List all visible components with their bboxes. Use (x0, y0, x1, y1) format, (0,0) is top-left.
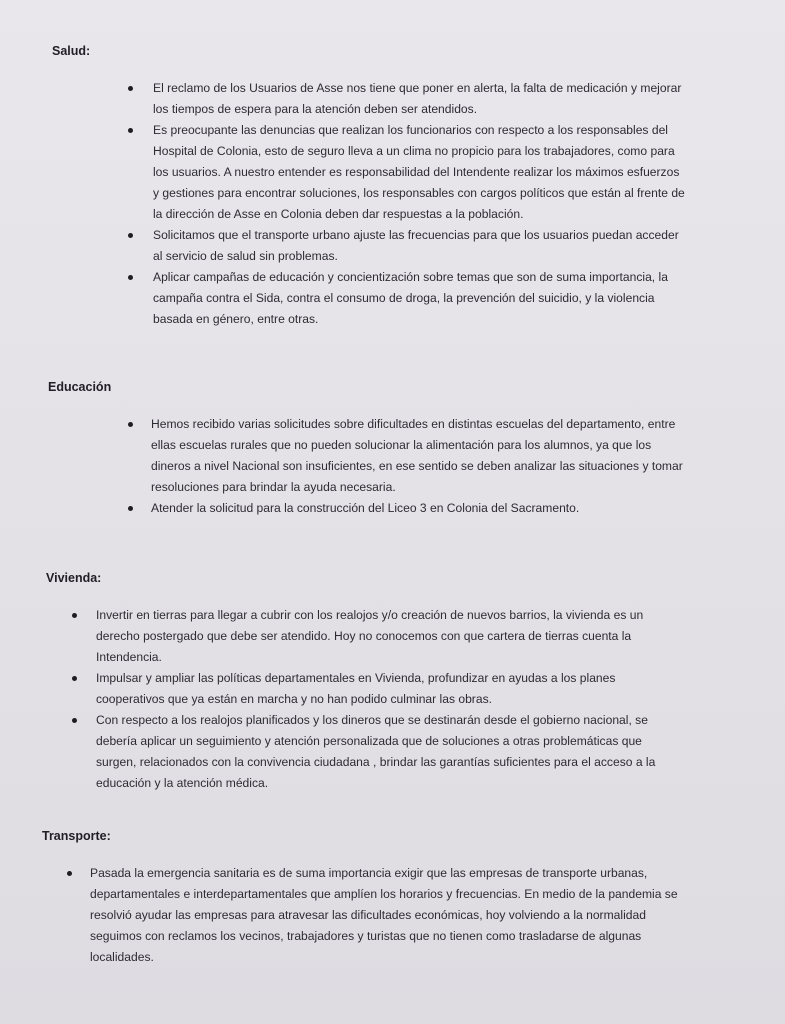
list-item: Impulsar y ampliar las políticas departamentales en Vivienda, profundizar en ayudas a los planes cooperativos que ya están en marcha y no han podido culminar las obras. (96, 668, 681, 710)
bullet-icon (128, 506, 133, 511)
section-vivienda (46, 571, 736, 794)
section-heading-educacion: Educación (48, 380, 112, 394)
list-item: Aplicar campañas de educación y concientización sobre temas que son de suma importancia, la campaña contra el Sida, contra el consumo de droga, la prevención del suicidio, y la violencia basada en género, entre otras. (153, 267, 688, 330)
section-educacion (48, 380, 738, 519)
bullet-list-vivienda (96, 605, 681, 794)
bullet-icon (128, 422, 133, 427)
list-item: Pasada la emergencia sanitaria es de suma importancia exigir que las empresas de transporte urbanas, departamentales e interdepartamentales que amplíen los horarios y frecuencias. En medio de la pandemia se resolvió ayudar las empresas para atravesar las dificultades económicas, hoy volviendo a la normalidad seguimos con reclamos los vecinos, trabajadores y turistas que no tienen como trasladarse de algunas localidades. (90, 863, 680, 968)
bullet-list-educacion (151, 414, 691, 519)
section-heading-salud: Salud: (52, 44, 91, 58)
bullet-icon (128, 233, 133, 238)
list-item: Es preocupante las denuncias que realizan los funcionarios con respecto a los responsables del Hospital de Colonia, esto de seguro lleva a un clima no propicio para los trabajadores, como para los usuarios. A nuestro entender es responsabilidad del Intendente realizar los máximos esfuerzos y gestiones para encontrar soluciones, los responsables con cargos políticos que están al frente de la dirección de Asse en Colonia deben dar respuestas a la población. (153, 120, 688, 225)
bullet-icon (72, 676, 77, 681)
list-item: Invertir en tierras para llegar a cubrir con los realojos y/o creación de nuevos barrios, la vivienda es un derecho postergado que debe ser atendido. Hoy no conocemos con que cartera de tierras cuenta la Intendencia. (96, 605, 681, 668)
bullet-icon (128, 128, 133, 133)
bullet-icon (72, 718, 77, 723)
bullet-icon (128, 86, 133, 91)
list-item: Atender la solicitud para la construcción del Liceo 3 en Colonia del Sacramento. (151, 498, 691, 519)
bullet-icon (128, 275, 133, 280)
section-heading-vivienda: Vivienda: (46, 571, 102, 585)
list-item: Hemos recibido varias solicitudes sobre dificultades en distintas escuelas del departamento, entre ellas escuelas rurales que no pueden solucionar la alimentación para los alumnos, ya que los dineros a nivel Nacional son insuficientes, en ese sentido se deben analizar las situaciones y tomar resoluciones para brindar la ayuda necesaria. (151, 414, 691, 498)
section-salud (50, 44, 740, 330)
list-item: El reclamo de los Usuarios de Asse nos tiene que poner en alerta, la falta de medicación y mejorar los tiempos de espera para la atención deben ser atendidos. (153, 78, 688, 120)
bullet-list-transporte (90, 863, 680, 968)
bullet-icon (72, 613, 77, 618)
bullet-list-salud (153, 78, 688, 330)
section-heading-transporte: Transporte: (42, 829, 111, 843)
list-item: Solicitamos que el transporte urbano ajuste las frecuencias para que los usuarios puedan acceder al servicio de salud sin problemas. (153, 225, 688, 267)
section-transporte (42, 829, 732, 968)
list-item: Con respecto a los realojos planificados y los dineros que se destinarán desde el gobierno nacional, se debería aplicar un seguimiento y atención personalizada que de soluciones a otras problemáticas que surgen, relacionados con la convivencia ciudadana , brindar las garantías suficientes para el acceso a la educación y la atención médica. (96, 710, 681, 794)
bullet-icon (67, 871, 72, 876)
